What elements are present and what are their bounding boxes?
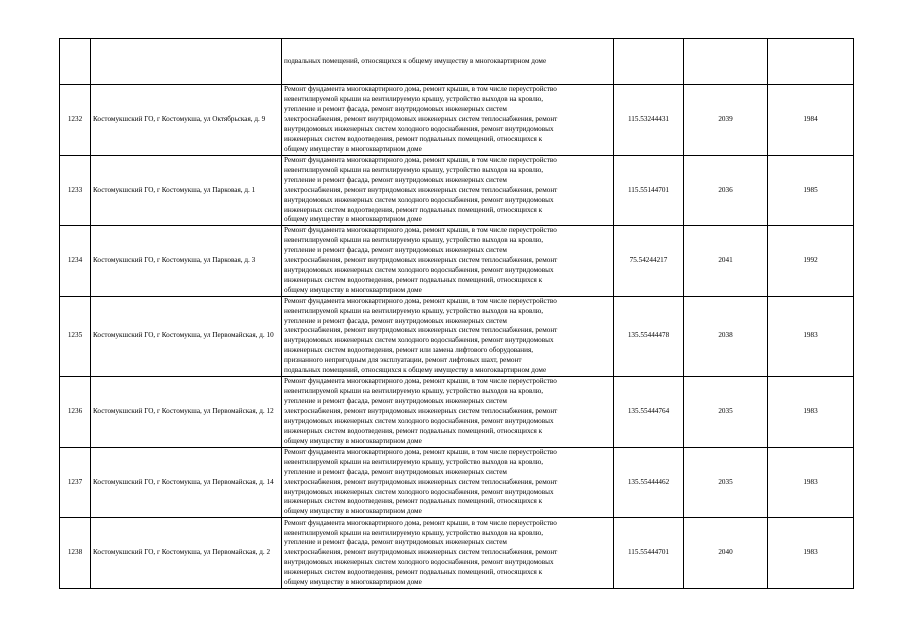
- table-row: [60, 296, 854, 376]
- cost-value: 115.55144701: [614, 156, 684, 226]
- planned-year: 2038: [684, 296, 768, 376]
- cost-value: 135.55444462: [614, 447, 684, 517]
- table-row: [60, 376, 854, 447]
- table-row: [60, 447, 854, 517]
- planned-year: 2041: [684, 226, 768, 296]
- row-number: 1235: [60, 296, 91, 376]
- row-number: 1232: [60, 85, 91, 156]
- table-row: [60, 39, 854, 85]
- repair-works: Ремонт фундамента многоквартирного дома, ремонт крыши, в том числе переустройство невентилируемой крыши на вентилируемую крышу, устройство выходов на кровлю, утепление и ремонт фасада, ремонт внутридомовых инженерных систем электроснабжения, ремонт внутридомовых инженерных систем теплоснабжения, ремонт внутридомовых инженерных систем холодного водоснабжения, ремонт внутридомовых инженерных систем водоотведения, ремонт подвальных помещений, относящихся к общему имуществу в многоквартирном доме: [282, 85, 614, 156]
- table-row: [60, 226, 854, 296]
- planned-year: 2035: [684, 447, 768, 517]
- row-number: 1233: [60, 156, 91, 226]
- building-address: Костомукшский ГО, г Костомукша, ул Первомайская, д. 10: [91, 296, 282, 376]
- row-number: 1238: [60, 518, 91, 589]
- building-address: Костомукшский ГО, г Костомукша, ул Октябрьская, д. 9: [91, 85, 282, 156]
- planned-year: 2039: [684, 85, 768, 156]
- cost-value: 135.55444478: [614, 296, 684, 376]
- table-row: [60, 85, 854, 156]
- repair-works: Ремонт фундамента многоквартирного дома, ремонт крыши, в том числе переустройство невентилируемой крыши на вентилируемую крышу, устройство выходов на кровлю, утепление и ремонт фасада, ремонт внутридомовых инженерных систем электроснабжения, ремонт внутридомовых инженерных систем теплоснабжения, ремонт внутридомовых инженерных систем холодного водоснабжения, ремонт внутридомовых инженерных систем водоотведения, ремонт подвальных помещений, относящихся к общему имуществу в многоквартирном доме: [282, 156, 614, 226]
- planned-year: 2040: [684, 518, 768, 589]
- cost-value: 115.55444701: [614, 518, 684, 589]
- building-address: Костомукшский ГО, г Костомукша, ул Первомайская, д. 2: [91, 518, 282, 589]
- build-year: 1983: [768, 296, 854, 376]
- build-year: [768, 39, 854, 85]
- building-address: Костомукшский ГО, г Костомукша, ул Первомайская, д. 14: [91, 447, 282, 517]
- row-number: 1237: [60, 447, 91, 517]
- build-year: 1985: [768, 156, 854, 226]
- cost-value: 135.55444764: [614, 376, 684, 447]
- planned-year: [684, 39, 768, 85]
- build-year: 1984: [768, 85, 854, 156]
- planned-year: 2035: [684, 376, 768, 447]
- repair-works: Ремонт фундамента многоквартирного дома, ремонт крыши, в том числе переустройство невентилируемой крыши на вентилируемую крышу, устройство выходов на кровлю, утепление и ремонт фасада, ремонт внутридомовых инженерных систем электроснабжения, ремонт внутридомовых инженерных систем теплоснабжения, ремонт внутридомовых инженерных систем холодного водоснабжения, ремонт внутридомовых инженерных систем водоотведения, ремонт подвальных помещений, относящихся к общему имуществу в многоквартирном доме: [282, 518, 614, 589]
- building-address: Костомукшский ГО, г Костомукша, ул Парковая, д. 3: [91, 226, 282, 296]
- repair-works: подвальных помещений, относящихся к общему имуществу в многоквартирном доме: [282, 39, 614, 85]
- planned-year: 2036: [684, 156, 768, 226]
- cost-value: 115.53244431: [614, 85, 684, 156]
- repair-works: Ремонт фундамента многоквартирного дома, ремонт крыши, в том числе переустройство невентилируемой крыши на вентилируемую крышу, устройство выходов на кровлю, утепление и ремонт фасада, ремонт внутридомовых инженерных систем электроснабжения, ремонт внутридомовых инженерных систем теплоснабжения, ремонт внутридомовых инженерных систем холодного водоснабжения, ремонт внутридомовых инженерных систем водоотведения, ремонт или замена лифтового оборудования, признанного непригодным для эксплуатации, ремонт лифтовых шахт, ремонт подвальных помещений, относящихся к общему имуществу в многоквартирном доме: [282, 296, 614, 376]
- cost-value: [614, 39, 684, 85]
- building-address: [91, 39, 282, 85]
- row-number: [60, 39, 91, 85]
- build-year: 1992: [768, 226, 854, 296]
- row-number: 1234: [60, 226, 91, 296]
- row-number: 1236: [60, 376, 91, 447]
- repair-works: Ремонт фундамента многоквартирного дома, ремонт крыши, в том числе переустройство невентилируемой крыши на вентилируемую крышу, устройство выходов на кровлю, утепление и ремонт фасада, ремонт внутридомовых инженерных систем электроснабжения, ремонт внутридомовых инженерных систем теплоснабжения, ремонт внутридомовых инженерных систем холодного водоснабжения, ремонт внутридомовых инженерных систем водоотведения, ремонт подвальных помещений, относящихся к общему имуществу в многоквартирном доме: [282, 447, 614, 517]
- build-year: 1983: [768, 518, 854, 589]
- table-row: [60, 156, 854, 226]
- building-address: Костомукшский ГО, г Костомукша, ул Первомайская, д. 12: [91, 376, 282, 447]
- build-year: 1983: [768, 376, 854, 447]
- table-row: [60, 518, 854, 589]
- repair-works: Ремонт фундамента многоквартирного дома, ремонт крыши, в том числе переустройство невентилируемой крыши на вентилируемую крышу, устройство выходов на кровлю, утепление и ремонт фасада, ремонт внутридомовых инженерных систем электроснабжения, ремонт внутридомовых инженерных систем теплоснабжения, ремонт внутридомовых инженерных систем холодного водоснабжения, ремонт внутридомовых инженерных систем водоотведения, ремонт подвальных помещений, относящихся к общему имуществу в многоквартирном доме: [282, 226, 614, 296]
- cost-value: 75.54244217: [614, 226, 684, 296]
- building-address: Костомукшский ГО, г Костомукша, ул Парковая, д. 1: [91, 156, 282, 226]
- capital-repair-table: [59, 38, 854, 589]
- build-year: 1983: [768, 447, 854, 517]
- repair-works: Ремонт фундамента многоквартирного дома, ремонт крыши, в том числе переустройство невентилируемой крыши на вентилируемую крышу, устройство выходов на кровлю, утепление и ремонт фасада, ремонт внутридомовых инженерных систем электроснабжения, ремонт внутридомовых инженерных систем теплоснабжения, ремонт внутридомовых инженерных систем холодного водоснабжения, ремонт внутридомовых инженерных систем водоотведения, ремонт подвальных помещений, относящихся к общему имуществу в многоквартирном доме: [282, 376, 614, 447]
